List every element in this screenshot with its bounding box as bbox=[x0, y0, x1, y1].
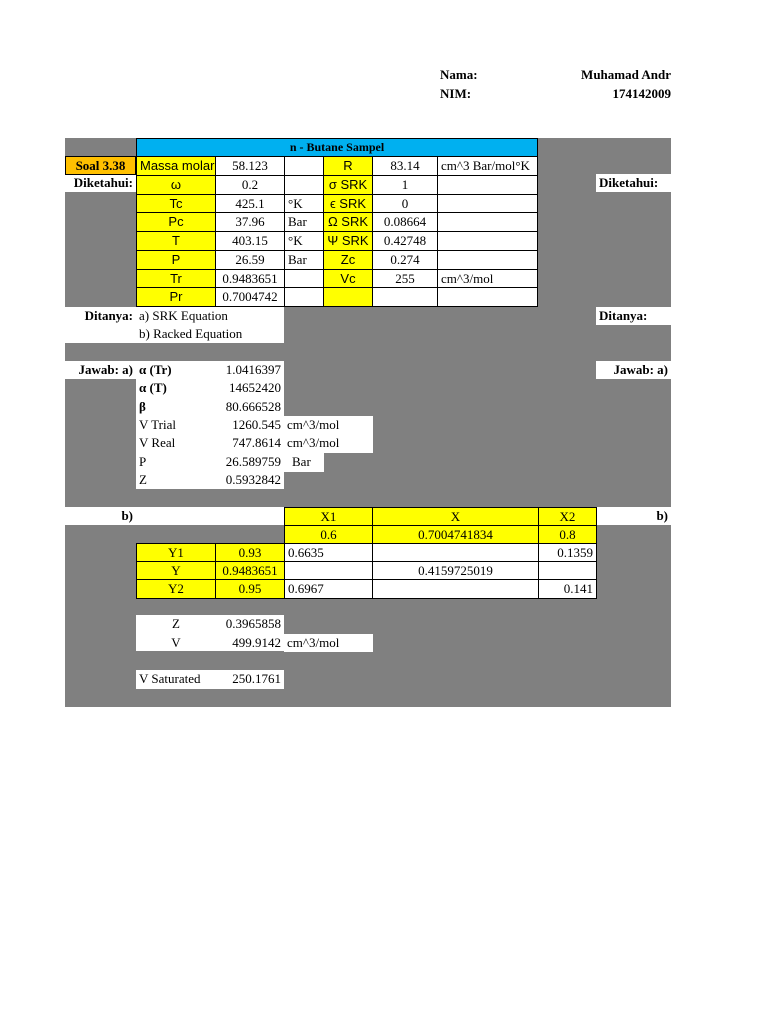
given-name-cell: P bbox=[136, 250, 216, 270]
given-value2-cell: 0.274 bbox=[372, 250, 438, 270]
ditanya-label: Ditanya: bbox=[84, 308, 133, 323]
soal-badge: Soal 3.38 bbox=[65, 156, 136, 175]
ditanya-item-b: b) Racked Equation bbox=[139, 326, 243, 341]
jawab-value: 14652420 bbox=[229, 380, 281, 396]
given-unit2-cell bbox=[437, 287, 538, 307]
x2-value: 0.8 bbox=[538, 525, 597, 544]
y2-label: Y2 bbox=[136, 579, 216, 599]
jawab-value: 0.5932842 bbox=[225, 471, 281, 487]
table-title: n - Butane Sampel bbox=[136, 138, 538, 157]
x1-value: 0.6 bbox=[284, 525, 373, 544]
given-value-cell: 0.9483651 bbox=[215, 269, 285, 289]
given-unit2-cell bbox=[437, 194, 538, 214]
jawab-value: 747.8614 bbox=[232, 435, 281, 451]
jawab-label: α (Tr) bbox=[139, 362, 172, 377]
given-name2-cell: ϵ SRK bbox=[323, 194, 373, 214]
jawab-value: 26.589759 bbox=[225, 453, 281, 469]
ditanya-label-right: Ditanya: bbox=[596, 307, 671, 325]
given-unit2-cell bbox=[437, 212, 538, 232]
given-unit2-cell bbox=[437, 175, 538, 195]
given-unit-cell bbox=[284, 287, 324, 307]
given-value2-cell bbox=[372, 287, 438, 307]
x2-header: X2 bbox=[538, 507, 597, 526]
given-value-cell: 403.15 bbox=[215, 231, 285, 251]
given-value-cell: 0.7004742 bbox=[215, 287, 285, 307]
jawab-unit: cm^3/mol bbox=[284, 416, 373, 435]
y-label: Y bbox=[136, 561, 216, 580]
y2-x2-value: 0.141 bbox=[538, 579, 597, 599]
given-name2-cell bbox=[323, 287, 373, 307]
given-unit-cell: °K bbox=[284, 194, 324, 214]
v-saturated-label: V Saturated bbox=[139, 671, 201, 686]
y1-value: 0.93 bbox=[215, 543, 285, 562]
given-value2-cell: 1 bbox=[372, 175, 438, 195]
given-name2-cell: Vc bbox=[323, 269, 373, 289]
jawab-label: β bbox=[139, 398, 146, 414]
y1-label: Y1 bbox=[136, 543, 216, 562]
given-value2-cell: 0 bbox=[372, 194, 438, 214]
jawab-unit: Bar bbox=[284, 453, 324, 472]
given-unit-cell bbox=[284, 269, 324, 289]
given-unit2-cell: cm^3/mol bbox=[437, 269, 538, 289]
given-value2-cell: 83.14 bbox=[372, 156, 438, 176]
b-label: b) bbox=[65, 507, 136, 525]
result-v-value: 499.9142 bbox=[232, 635, 281, 650]
jawab-value: 1.0416397 bbox=[225, 362, 281, 377]
jawab-label: V Real bbox=[139, 435, 176, 451]
y-x-value: 0.4159725019 bbox=[372, 561, 539, 580]
given-name-cell: Pc bbox=[136, 212, 216, 232]
given-name2-cell: Ψ SRK bbox=[323, 231, 373, 251]
y-value: 0.9483651 bbox=[215, 561, 285, 580]
given-name-cell: Tr bbox=[136, 269, 216, 289]
jawab-value: 80.666528 bbox=[225, 398, 281, 414]
diketahui-label: Diketahui: bbox=[65, 174, 136, 192]
jawab-label: P bbox=[139, 453, 147, 469]
nama-value: Muhamad Andr bbox=[581, 67, 671, 82]
given-unit2-cell: cm^3 Bar/mol°K bbox=[437, 156, 538, 176]
jawab-unit: cm^3/mol bbox=[284, 434, 373, 453]
y1-x1-value: 0.6635 bbox=[284, 543, 373, 562]
given-value2-cell: 255 bbox=[372, 269, 438, 289]
x1-header: X1 bbox=[284, 507, 373, 526]
given-value-cell: 0.2 bbox=[215, 175, 285, 195]
given-name2-cell: Ω SRK bbox=[323, 212, 373, 232]
result-v-unit: cm^3/mol bbox=[284, 634, 373, 652]
result-z-value: 0.3965858 bbox=[225, 616, 281, 631]
given-unit2-cell bbox=[437, 250, 538, 270]
given-value-cell: 26.59 bbox=[215, 250, 285, 270]
y2-x1-value: 0.6967 bbox=[284, 579, 373, 599]
jawab-label: Z bbox=[139, 471, 147, 487]
x-value: 0.7004741834 bbox=[372, 525, 539, 544]
given-unit2-cell bbox=[437, 231, 538, 251]
given-name-cell: Tc bbox=[136, 194, 216, 214]
nama-label: Nama: bbox=[440, 67, 478, 82]
given-unit-cell: °K bbox=[284, 231, 324, 251]
jawab-label: V Trial bbox=[139, 416, 176, 432]
x-header: X bbox=[372, 507, 539, 526]
jawab-label: α (T) bbox=[139, 380, 167, 396]
given-name2-cell: σ SRK bbox=[323, 175, 373, 195]
given-unit-cell: Bar bbox=[284, 212, 324, 232]
result-v-label: V bbox=[171, 635, 181, 650]
nim-value: 174142009 bbox=[612, 86, 671, 101]
given-value-cell: 37.96 bbox=[215, 212, 285, 232]
given-unit-cell: Bar bbox=[284, 250, 324, 270]
ditanya-item-a: a) SRK Equation bbox=[139, 308, 228, 323]
diketahui-label-right: Diketahui: bbox=[596, 174, 671, 192]
result-z-label: Z bbox=[172, 616, 180, 631]
given-value2-cell: 0.08664 bbox=[372, 212, 438, 232]
jawab-a-label-right: Jawab: a) bbox=[596, 361, 671, 379]
given-name-cell: T bbox=[136, 231, 216, 251]
given-name2-cell: R bbox=[323, 156, 373, 176]
given-name2-cell: Zc bbox=[323, 250, 373, 270]
given-value-cell: 58.123 bbox=[215, 156, 285, 176]
given-name-cell: Pr bbox=[136, 287, 216, 307]
given-value2-cell: 0.42748 bbox=[372, 231, 438, 251]
given-value-cell: 425.1 bbox=[215, 194, 285, 214]
jawab-a-label: Jawab: a) bbox=[65, 361, 136, 379]
given-name-cell: ω bbox=[136, 175, 216, 195]
nim-label: NIM: bbox=[440, 86, 472, 101]
v-saturated-value: 250.1761 bbox=[232, 671, 281, 686]
given-name-cell: Massa molar bbox=[136, 156, 216, 176]
b-label-right: b) bbox=[596, 507, 671, 525]
y1-x2-value: 0.1359 bbox=[538, 543, 597, 562]
given-unit-cell bbox=[284, 156, 324, 176]
jawab-value: 1260.545 bbox=[232, 416, 281, 432]
y2-value: 0.95 bbox=[215, 579, 285, 599]
given-unit-cell bbox=[284, 175, 324, 195]
